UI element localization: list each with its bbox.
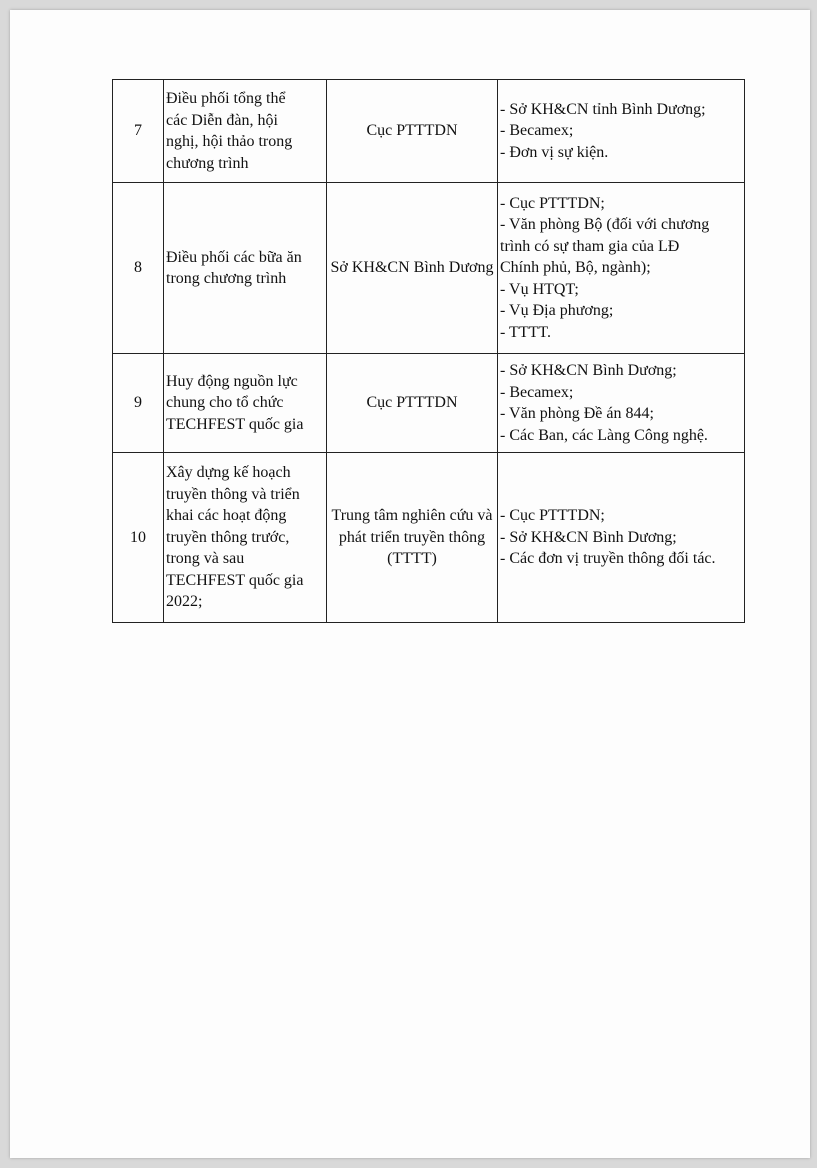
coordinating-units-cell bbox=[498, 183, 745, 354]
table-row bbox=[113, 354, 745, 453]
row-number: 9 bbox=[113, 354, 164, 453]
coop-line: - Vụ Địa phương; bbox=[500, 302, 614, 320]
coop-line: - Sở KH&CN Bình Dương; bbox=[500, 362, 677, 379]
task-assignment-table bbox=[112, 79, 745, 623]
lead-unit-cell: Trung tâm nghiên cứu và phát triển truyền thông (TTTT) bbox=[327, 453, 498, 623]
coop-line: - Becamex; bbox=[500, 383, 574, 401]
row-number: 10 bbox=[113, 453, 164, 623]
coop-line: - Becamex; bbox=[500, 122, 574, 140]
coop-line: - Cục PTTTDN; bbox=[500, 507, 605, 525]
task-line: nghị, hội thảo trong bbox=[166, 133, 293, 150]
task-line: Điều phối tổng thể bbox=[166, 90, 286, 107]
task-line: Huy động nguồn lực bbox=[166, 372, 298, 390]
coop-line: - Văn phòng Đề án 844; bbox=[500, 405, 654, 422]
table-row bbox=[113, 183, 745, 354]
coop-line: - Sở KH&CN tỉnh Bình Dương; bbox=[500, 100, 706, 118]
coordinating-units-cell bbox=[498, 354, 745, 453]
coop-line: - TTTT. bbox=[500, 323, 551, 341]
table-row bbox=[113, 453, 745, 623]
coop-line: trình có sự tham gia của LĐ bbox=[500, 237, 680, 255]
task-line: truyền thông và triển bbox=[166, 485, 300, 503]
coop-line: - Văn phòng Bộ (đối với chương bbox=[500, 216, 710, 234]
task-line: trong chương trình bbox=[166, 270, 287, 287]
lead-unit-cell: Sở KH&CN Bình Dương bbox=[327, 183, 498, 354]
coop-line: - Đơn vị sự kiện. bbox=[500, 143, 609, 161]
coop-line: - Các Ban, các Làng Công nghệ. bbox=[500, 426, 708, 444]
coordinating-units-cell bbox=[498, 80, 745, 183]
row-number: 7 bbox=[113, 80, 164, 183]
row-number: 8 bbox=[113, 183, 164, 354]
coop-line: - Cục PTTTDN; bbox=[500, 194, 605, 212]
task-line: TECHFEST quốc gia bbox=[166, 415, 304, 433]
task-line: trong và sau bbox=[166, 550, 245, 568]
task-line: chương trình bbox=[166, 154, 249, 172]
coop-line: Chính phủ, Bộ, ngành); bbox=[500, 259, 651, 277]
task-line: chung cho tổ chức bbox=[166, 394, 284, 412]
task-line: khai các hoạt động bbox=[166, 507, 287, 525]
task-line: 2022; bbox=[166, 593, 203, 611]
lead-unit-cell: Cục PTTTDN bbox=[327, 354, 498, 453]
coop-line: - Các đơn vị truyền thông đối tác. bbox=[500, 550, 716, 568]
coop-line: - Sở KH&CN Bình Dương; bbox=[500, 528, 677, 546]
coordinating-units-cell bbox=[498, 453, 745, 623]
task-cell bbox=[164, 80, 327, 183]
coop-line: - Vụ HTQT; bbox=[500, 280, 579, 298]
task-cell bbox=[164, 354, 327, 453]
task-line: Điều phối các bữa ăn bbox=[166, 248, 302, 266]
task-line: Xây dựng kế hoạch bbox=[166, 464, 291, 482]
document-page bbox=[10, 10, 810, 1158]
table-row bbox=[113, 80, 745, 183]
task-line: TECHFEST quốc gia bbox=[166, 571, 304, 589]
lead-unit-cell: Cục PTTTDN bbox=[327, 80, 498, 183]
task-cell bbox=[164, 183, 327, 354]
task-line: các Diễn đàn, hội bbox=[166, 111, 278, 129]
task-cell bbox=[164, 453, 327, 623]
task-line: truyền thông trước, bbox=[166, 528, 290, 546]
